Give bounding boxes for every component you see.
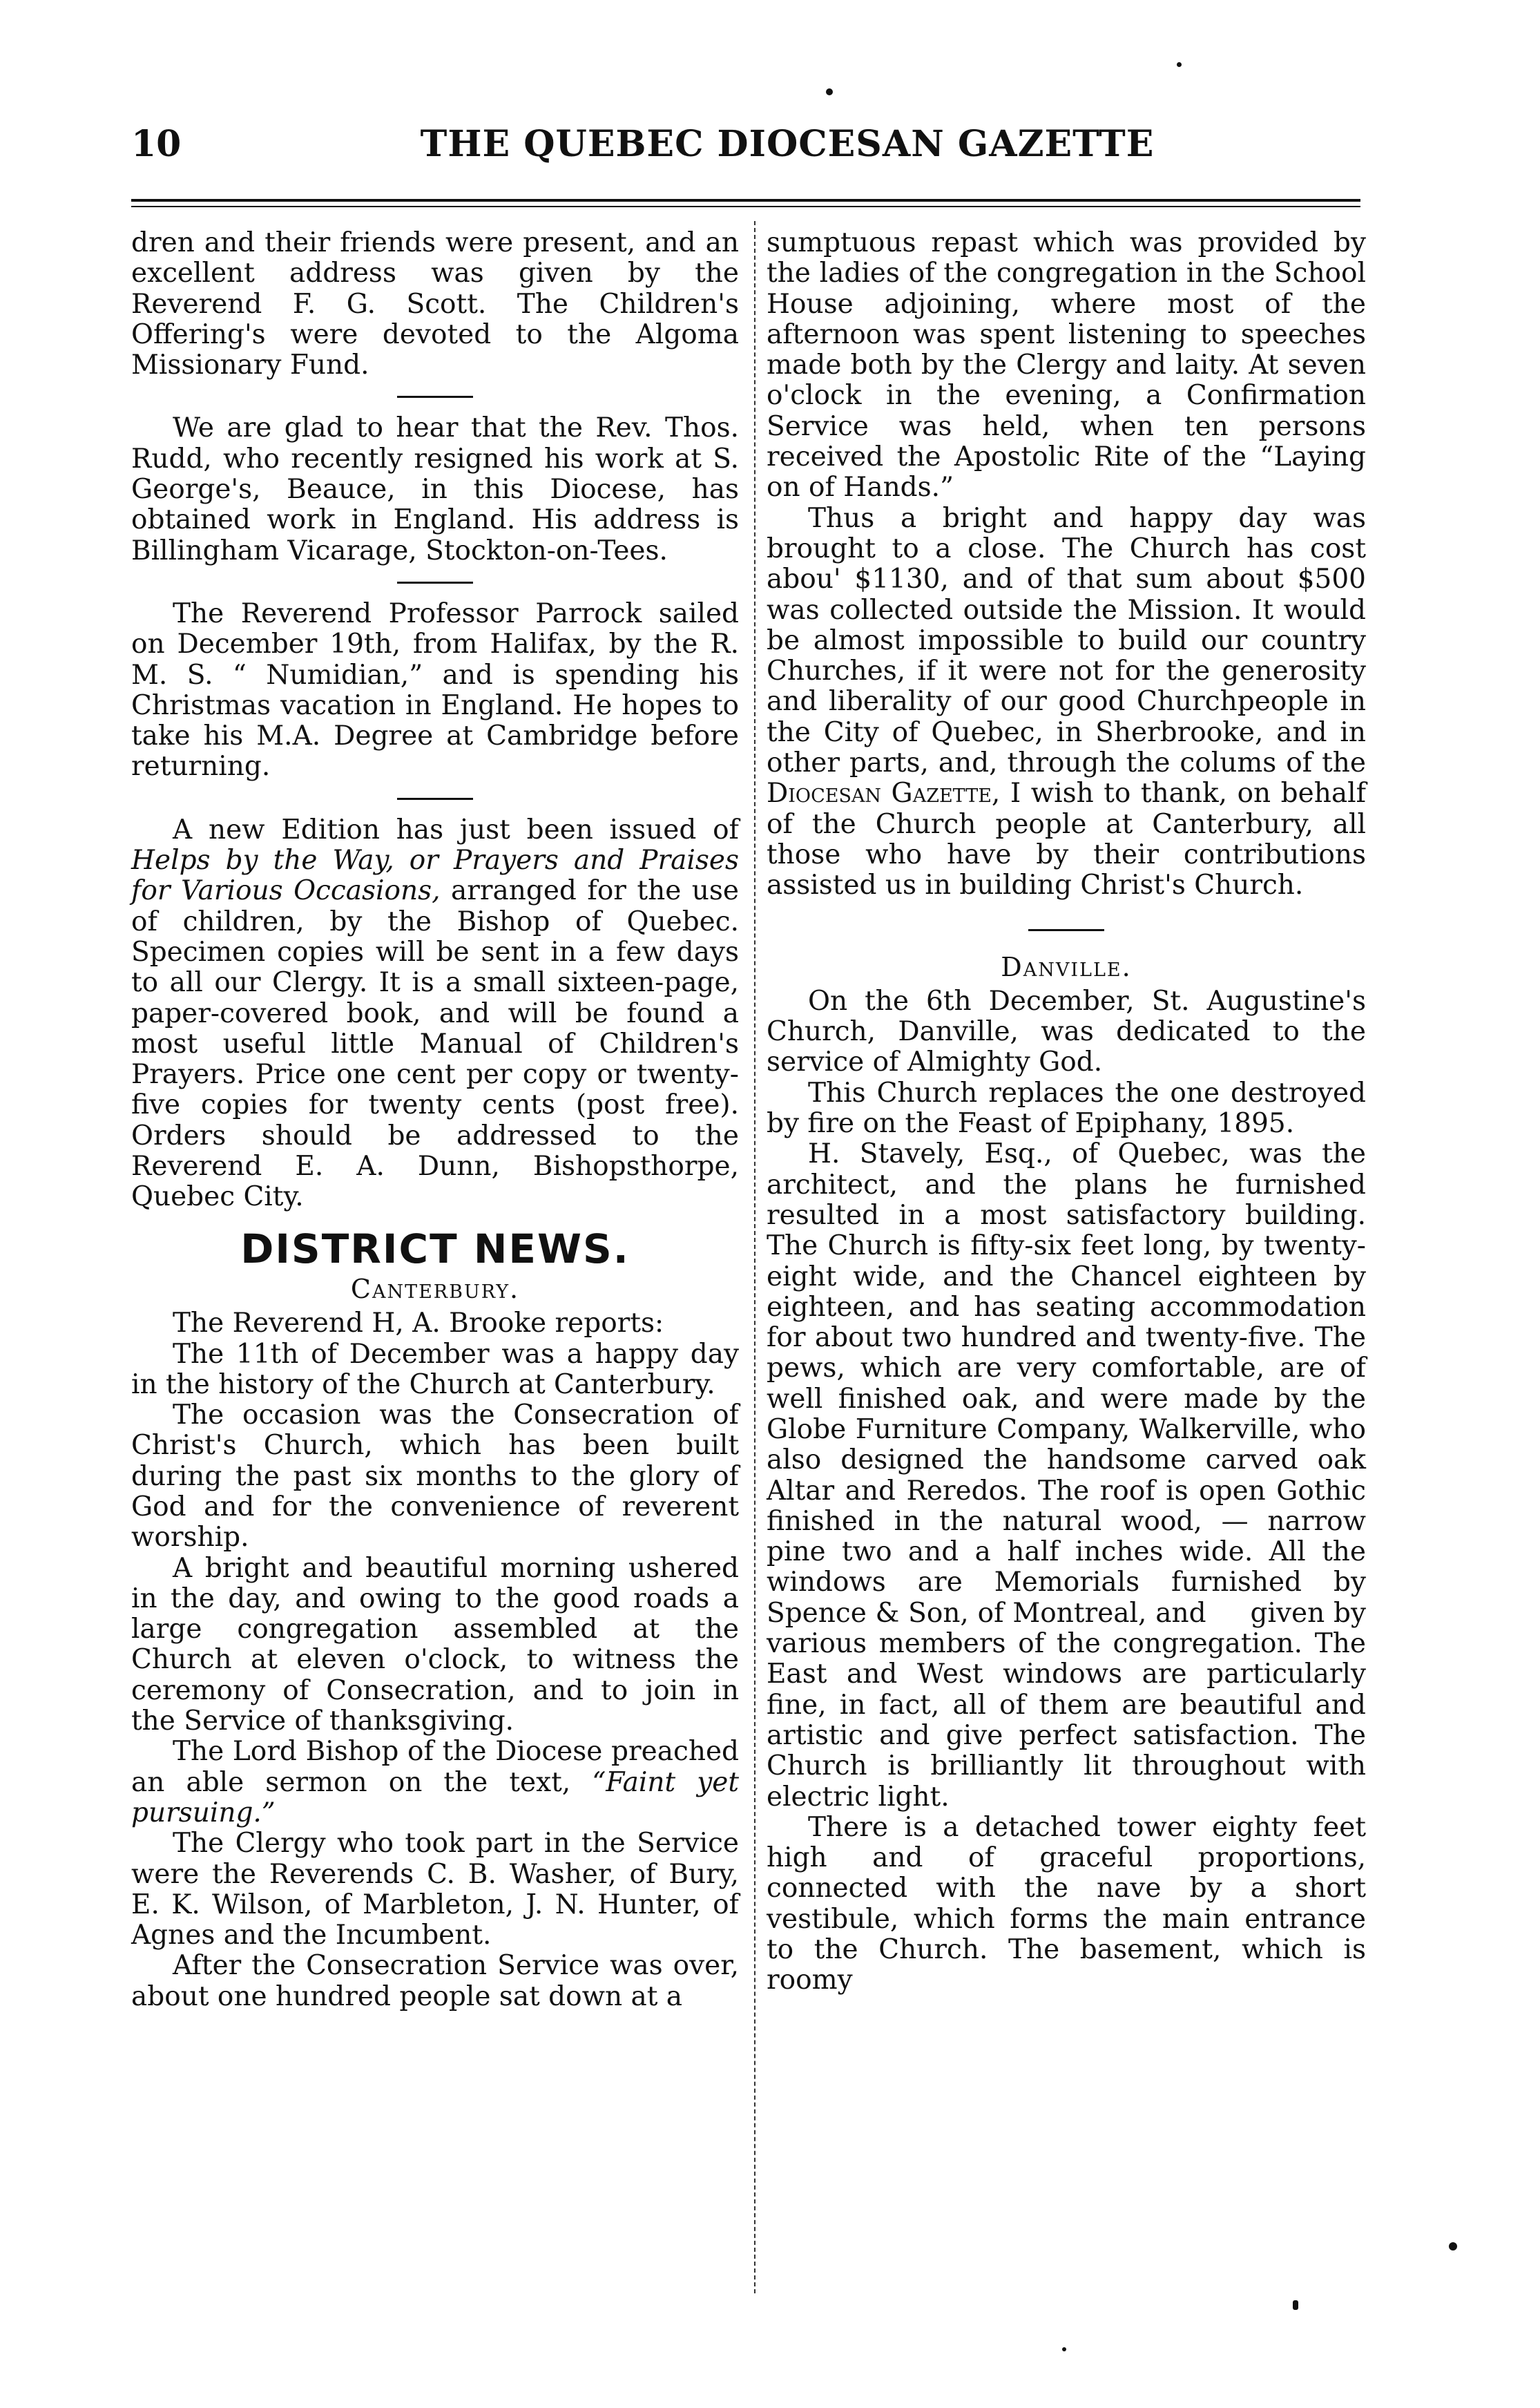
paragraph-rev-rudd: We are glad to hear that the Rev. Thos. Rudd, who recently resigned his work at S. George's, Beauce, in this Diocese, has obtained work in England. His address is Billingham Vicarage, Stockton-on-Tees. [131, 412, 739, 566]
subheading-canterbury: Canterbury. [350, 1273, 520, 1304]
ink-speck [1177, 62, 1182, 67]
sermon-text: The Lord Bishop of the Diocese preached an able sermon on the text, [131, 1736, 739, 1798]
book-title: Helps by the Way, or Prayers and Praises for Various Occasions, [131, 845, 739, 907]
paragraph-canterbury-morning: A bright and beautiful morning ushered in the day, and owing to the good roads a large congregation assembled at the Church at eleven o'clock, to witness the ceremony of Consecration, and to join in the Service of thanksgiving. [131, 1552, 739, 1737]
paragraph-repast: sumptuous repast which was provided by the ladies of the congregation in the School House adjoining, where most of the afternoon was spent listening to speeches made both by the Clergy and laity. At seven o'clock in the evening, a Confirmation Service was held, when ten persons received the Apostolic Rite of the “Laying on of Hands.” [767, 227, 1366, 504]
gazette-name: Diocesan Gazette [767, 778, 992, 810]
header-rule-thin [131, 206, 1360, 207]
section-rule [397, 582, 473, 584]
new-edition-text-a: A new Edition has just been issued of [173, 814, 739, 845]
ink-speck [1449, 2242, 1457, 2251]
ink-speck [826, 88, 833, 95]
running-head: THE QUEBEC DIOCESAN GAZETTE [420, 123, 1155, 165]
section-rule [397, 798, 473, 800]
ink-speck [1293, 2300, 1298, 2310]
subheading-danville: Danville. [1001, 951, 1132, 982]
ink-speck [1062, 2347, 1066, 2351]
paragraph-canterbury-consecration: The occasion was the Consecration of Christ's Church, which has been built during the past six months to the glory of God and for the convenience of reverent worship. [131, 1399, 739, 1554]
left-column [131, 228, 739, 2012]
paragraph-canterbury-report: The Reverend H, A. Brooke reports: [173, 1308, 664, 1339]
paragraph-danville-replaces: This Church replaces the one destroyed by fire on the Feast of Epiphany, 1895. [767, 1077, 1366, 1140]
bright-day-text-b: , I wish to thank, on behalf of the Church people at Canterbury, all those who have by their contributions assisted us in building Christ's Church. [767, 778, 1366, 901]
paragraph-new-edition [131, 815, 739, 1213]
bright-day-text-a: Thus a bright and happy day was brought to a close. The Church has cost abou' $1130, and of that sum about $500 was collected outside the Mission. It would be almost impossible to build our country Churches, if it were not for the generosity and liberality of our good Churchpeople in the City of Quebec, in Sherbrooke, and in other parts, and, through the colums of the [767, 502, 1366, 779]
paragraph-canterbury-clergy: The Clergy who took part in the Service were the Reverends C. B. Washer, of Bury, E. K. Wilson, of Marbleton, J. N. Hunter, of Agnes and the Incumbent. [131, 1828, 739, 1951]
paragraph-children-offering: dren and their friends were present, and an excellent address was given by the Reverend F. G. Scott. The Children's Offering's were devoted to the Algoma Missionary Fund. [131, 227, 739, 381]
paragraph-prof-parrock: The Reverend Professor Parrock sailed on December 19th, from Halifax, by the R. M. S. “ Numidian,” and is spending his Christmas vacation in England. He hopes to take his M.A. Degree at Cambridge before returning. [131, 598, 739, 783]
new-edition-text-b: arranged for the use of children, by the Bishop of Quebec. Specimen copies will be sent in a few days to all our Clergy. It is a small sixteen-page, paper-covered book, and will be found a most useful little Manual of Children's Prayers. Price one cent per copy or twenty-five copies for twenty cents (post free). Orders should be addressed to the Reverend E. A. Dunn, Bishopsthorpe, Quebec City. [131, 875, 739, 1213]
column-divider [754, 221, 755, 2293]
page-number: 10 [131, 123, 182, 165]
paragraph-canterbury-sermon [131, 1737, 739, 1828]
section-title-district-news: DISTRICT NEWS. [240, 1225, 630, 1272]
page-header [131, 123, 1360, 185]
section-rule [1028, 929, 1104, 931]
paragraph-canterbury-happy-day: The 11th of December was a happy day in the history of the Church at Canterbury. [131, 1338, 739, 1400]
header-rule [131, 199, 1360, 202]
sermon-quote: “Faint yet pursuing.” [131, 1766, 739, 1828]
right-column [767, 228, 1366, 1996]
section-rule [397, 396, 473, 398]
paragraph-canterbury-after-service: After the Consecration Service was over, about one hundred people sat down at a [131, 1950, 739, 2012]
paragraph-bright-day [767, 504, 1366, 901]
paragraph-danville-dedication: On the 6th December, St. Augustine's Church, Danville, was dedicated to the service of Almighty God. [767, 985, 1366, 1078]
paragraph-danville-tower: There is a detached tower eighty feet high and of graceful proportions, connected with the nave by a short vestibule, which forms the main entrance to the Church. The basement, which is roomy [767, 1811, 1366, 1996]
paragraph-danville-architect: H. Stavely, Esq., of Quebec, was the architect, and the plans he furnished resulted in a most satisfactory building. The Church is fifty-six feet long, by twenty-eight wide, and the Chancel eighteen by eighteen, and has seating accommodation for about two hundred and twenty-five. The pews, which are very comfortable, are of well finished oak, and were made by the Globe Furniture Company, Walkerville, who also designed the handsome carved oak Altar and Reredos. The roof is open Gothic finished in the natural wood, — narrow pine two and a half inches wide. All the windows are Memorials furnished by Spence & Son, of Montreal, and given by various members of the congregation. The East and West windows are particularly fine, in fact, all of them are beautiful and artistic and give perfect satisfaction. The Church is brilliantly lit throughout with electric light. [767, 1138, 1366, 1813]
